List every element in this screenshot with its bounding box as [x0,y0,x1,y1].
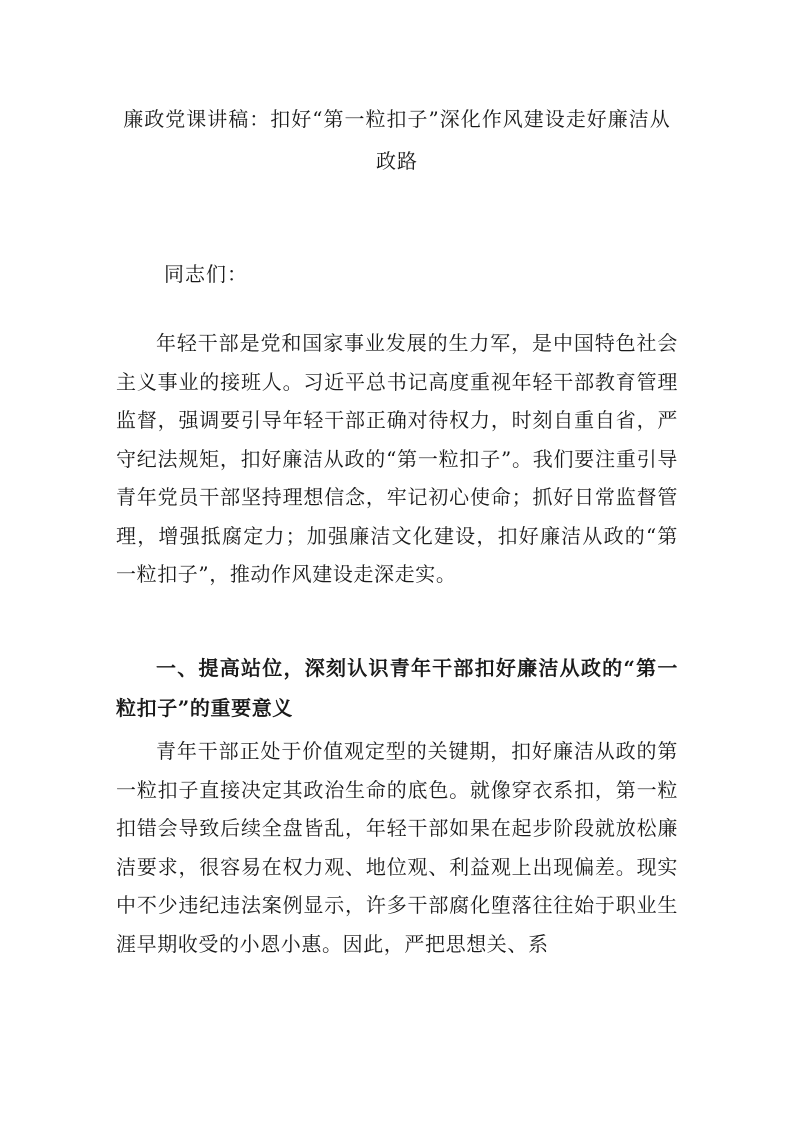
body-paragraph: 青年干部正处于价值观定型的关键期，扣好廉洁从政的第一粒扣子直接决定其政治生命的底色。就像穿衣系扣，第一粒扣错会导致后续全盘皆乱，年轻干部如果在起步阶段就放松廉洁要求，很容易在权力观、地位观、利益观上出现偏差。现实中不少违纪违法案例显示，许多干部腐化堕落往往始于职业生涯早期收受的小恩小惠。因此，严把思想关、系 [116,739,678,956]
salutation: 同志们： [164,262,248,286]
body-paragraph: 年轻干部是党和国家事业发展的生力军，是中国特色社会主义事业的接班人。习近平总书记高度重视年轻干部教育管理监督，强调要引导年轻干部正确对待权力，时刻自重自省，严守纪法规矩，扣好廉洁从政的“第一粒扣子”。我们要注重引导青年党员干部坚持理想信念，牢记初心使命；抓好日常监督管理，增强抵腐定力；加强廉洁文化建设，扣好廉洁从政的“第一粒扣子”，推动作风建设走深走实。 [116,331,678,586]
section-heading: 一、提高站位，深刻认识青年干部扣好廉洁从政的“第一粒扣子”的重要意义 [116,656,678,720]
document-title: 廉政党课讲稿：扣好“第一粒扣子”深化作风建设走好廉洁从政路 [123,107,671,173]
